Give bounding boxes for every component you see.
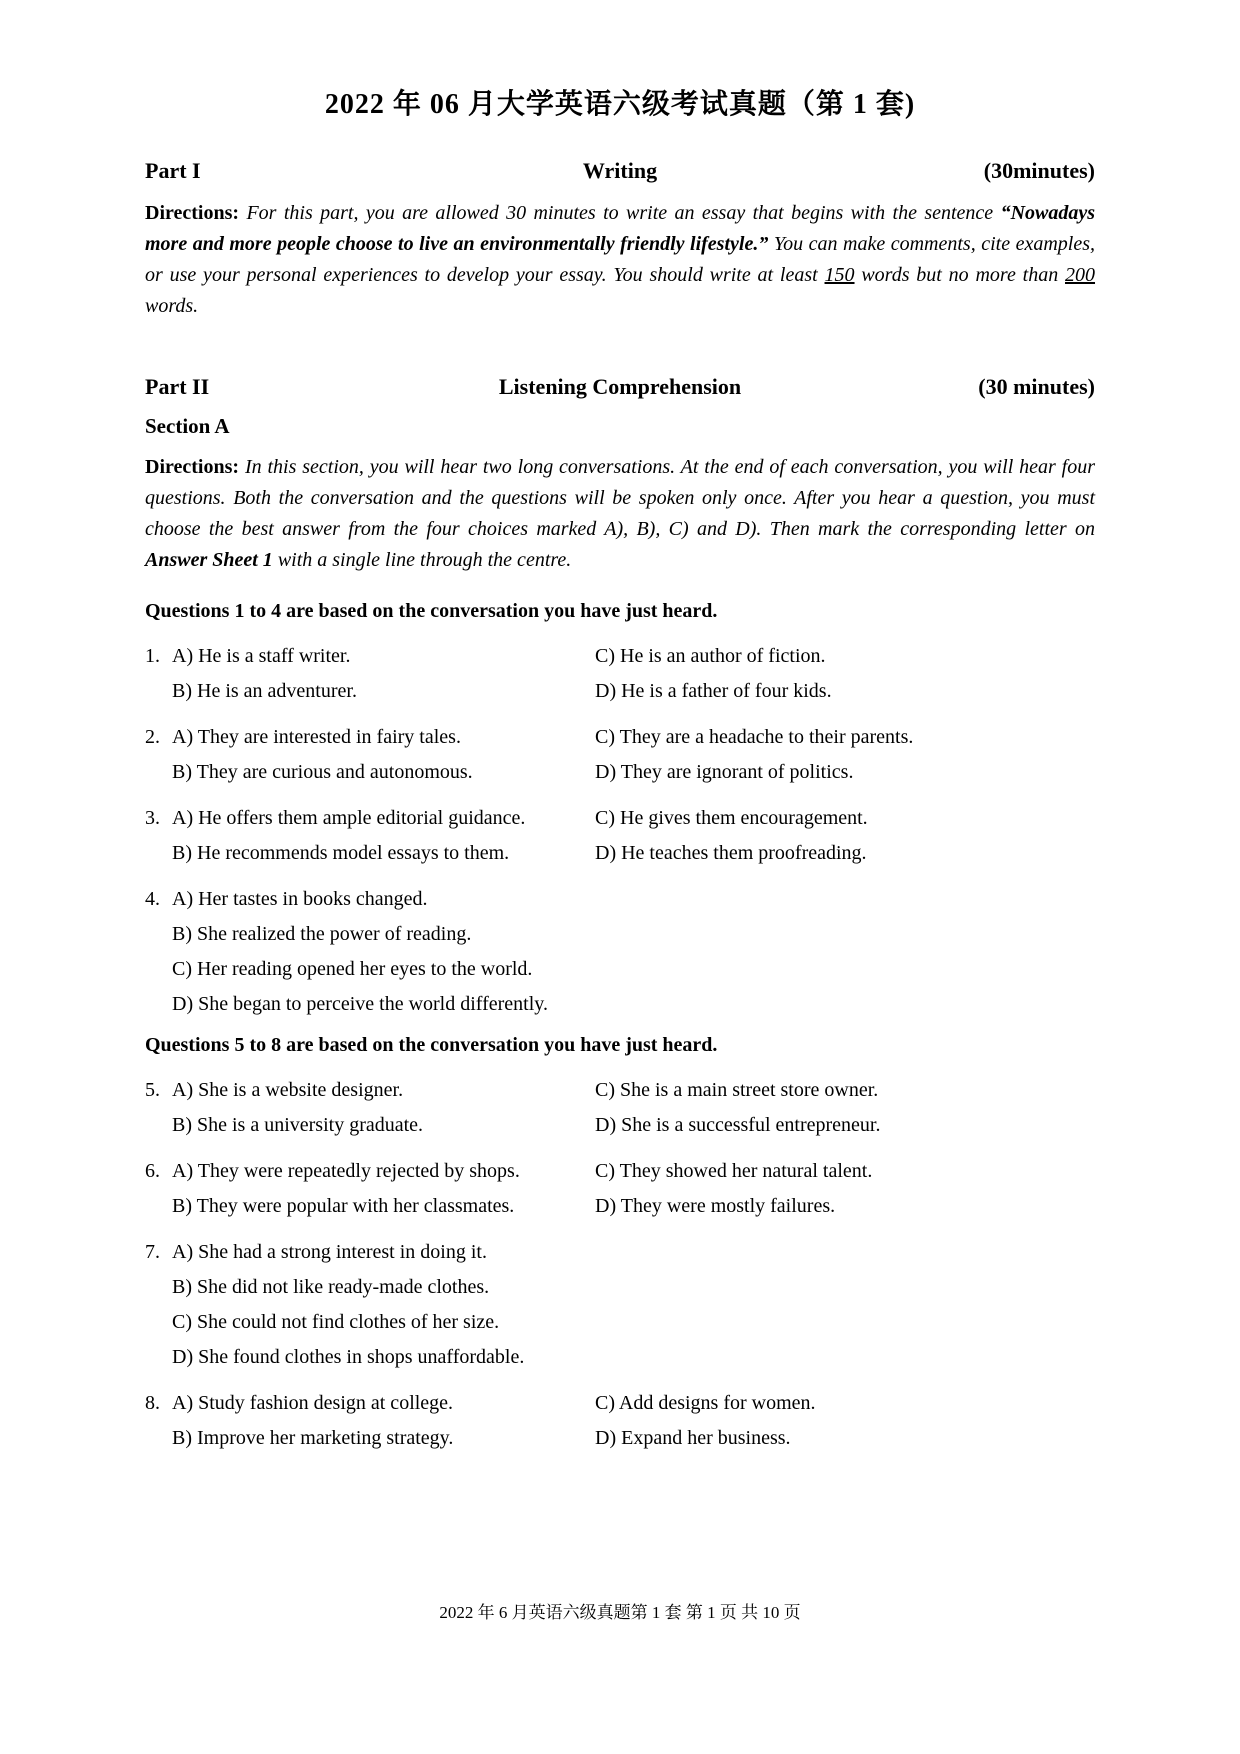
directions-text: words.	[145, 295, 199, 317]
min-word-count: 150	[824, 264, 855, 286]
question-2-left-column	[145, 720, 595, 790]
number-spacer	[145, 1305, 172, 1340]
question-1-right-column	[595, 639, 1095, 709]
option-line	[595, 755, 1095, 790]
questions-1-4-heading: Questions 1 to 4 are based on the conversation you have just heard.	[145, 600, 718, 622]
option-d: D) She is a successful entrepreneur.	[595, 1114, 881, 1136]
question-number: 2.	[145, 726, 160, 748]
option-c: C) They are a headache to their parents.	[595, 726, 914, 748]
option-line	[595, 801, 1095, 836]
question-number: 8.	[145, 1392, 160, 1414]
number-spacer	[145, 674, 172, 709]
option-a: A) He is a staff writer.	[172, 645, 351, 667]
directions-text: with a single line through the centre.	[277, 549, 572, 571]
option-b: B) Improve her marketing strategy.	[172, 1427, 454, 1449]
option-b: B) She is a university graduate.	[172, 1114, 424, 1136]
part2-duration: (30 minutes)	[978, 374, 1095, 399]
option-d: D) They were mostly failures.	[595, 1195, 836, 1217]
question-5	[145, 1073, 1095, 1143]
question-6	[145, 1154, 1095, 1224]
option-line	[145, 674, 595, 709]
number-spacer	[145, 1108, 172, 1143]
option-line	[145, 1421, 595, 1456]
number-spacer	[145, 1340, 172, 1375]
option-line	[595, 1154, 1095, 1189]
question-number: 3.	[145, 807, 160, 829]
option-c: C) Add designs for women.	[595, 1392, 816, 1414]
option-c: C) She is a main street store owner.	[595, 1079, 879, 1101]
option-a: A) She had a strong interest in doing it.	[172, 1241, 487, 1263]
option-b: B) She realized the power of reading.	[172, 923, 472, 945]
option-b: B) He is an adventurer.	[172, 680, 357, 702]
option-line	[145, 1270, 1095, 1305]
part2-name: Listening Comprehension	[498, 374, 742, 399]
directions-text: You can make comments, cite examples, or use your personal experiences to develop your essay. You should write at least	[145, 233, 1096, 286]
option-line	[145, 1073, 595, 1108]
question-8-right-column	[595, 1386, 1095, 1456]
page-footer: 2022 年 6 月英语六级真题第 1 套 第 1 页 共 10 页	[439, 1603, 801, 1622]
question-7	[145, 1235, 1095, 1375]
option-d: D) They are ignorant of politics.	[595, 761, 854, 783]
part1-label: Part I	[145, 158, 201, 183]
option-c: C) They showed her natural talent.	[595, 1160, 873, 1182]
part1-duration: (30minutes)	[983, 158, 1095, 183]
question-3-right-column	[595, 801, 1095, 871]
option-line	[595, 1108, 1095, 1143]
option-line	[145, 639, 595, 674]
option-line	[145, 1305, 1095, 1340]
question-number: 7.	[145, 1241, 160, 1263]
question-3-left-column	[145, 801, 595, 871]
directions-text: In this section, you will hear two long conversations. At the end of each conversation, you will hear four questions. Both the conversation and the questions will be spoken only once. After you hear a question, you must choose the best answer from the four choices marked A), B), C) and D). Then mark the corresponding letter on	[145, 456, 1096, 540]
option-line	[145, 952, 1095, 987]
option-line	[595, 674, 1095, 709]
question-3	[145, 801, 1095, 871]
answer-sheet-reference: Answer Sheet 1	[145, 549, 273, 571]
option-d: D) She found clothes in shops unaffordable.	[172, 1346, 525, 1368]
question-number: 5.	[145, 1079, 160, 1101]
question-6-right-column	[595, 1154, 1095, 1224]
option-line	[145, 882, 1095, 917]
option-c: C) She could not find clothes of her size.	[172, 1311, 500, 1333]
option-line	[145, 720, 595, 755]
option-c: C) He gives them encouragement.	[595, 807, 868, 829]
option-line	[145, 1340, 1095, 1375]
directions-text: words but no more than	[861, 264, 1059, 286]
question-4	[145, 882, 1095, 1022]
question-2	[145, 720, 1095, 790]
option-d: D) Expand her business.	[595, 1427, 791, 1449]
question-8-left-column	[145, 1386, 595, 1456]
option-line	[145, 1189, 595, 1224]
number-spacer	[145, 1421, 172, 1456]
number-spacer	[145, 1270, 172, 1305]
option-a: A) They are interested in fairy tales.	[172, 726, 461, 748]
part2-label: Part II	[145, 374, 210, 399]
max-word-count: 200	[1065, 264, 1096, 286]
question-number: 4.	[145, 888, 160, 910]
option-line	[595, 836, 1095, 871]
number-spacer	[145, 1189, 172, 1224]
option-a: A) He offers them ample editorial guidance.	[172, 807, 526, 829]
number-spacer	[145, 917, 172, 952]
part2-header	[145, 374, 1095, 400]
option-b: B) He recommends model essays to them.	[172, 842, 510, 864]
option-b: B) She did not like ready-made clothes.	[172, 1276, 490, 1298]
questions-5-8-heading: Questions 5 to 8 are based on the conversation you have just heard.	[145, 1034, 718, 1056]
option-line	[145, 1235, 1095, 1270]
question-2-right-column	[595, 720, 1095, 790]
question-1-left-column	[145, 639, 595, 709]
section-a-label: Section A	[145, 414, 230, 438]
option-line	[595, 720, 1095, 755]
option-a: A) Her tastes in books changed.	[172, 888, 428, 910]
option-line	[145, 1154, 595, 1189]
part1-directions	[145, 198, 1095, 322]
question-1	[145, 639, 1095, 709]
option-a: A) They were repeatedly rejected by shops.	[172, 1160, 520, 1182]
option-line	[145, 917, 1095, 952]
option-line	[145, 836, 595, 871]
option-line	[595, 1189, 1095, 1224]
option-b: B) They are curious and autonomous.	[172, 761, 473, 783]
question-number: 6.	[145, 1160, 160, 1182]
question-number: 1.	[145, 645, 160, 667]
option-b: B) They were popular with her classmates.	[172, 1195, 515, 1217]
option-line	[145, 801, 595, 836]
number-spacer	[145, 987, 172, 1022]
essay-opening-sentence: “Nowadays more and more people choose to live an environmentally friendly lifestyle.”	[145, 202, 1096, 255]
option-line	[595, 1421, 1095, 1456]
option-a: A) She is a website designer.	[172, 1079, 404, 1101]
option-line	[145, 1386, 595, 1421]
directions-text: For this part, you are allowed 30 minutes to write an essay that begins with the sentence	[246, 202, 994, 224]
option-line	[595, 1073, 1095, 1108]
option-c: C) He is an author of fiction.	[595, 645, 826, 667]
question-8	[145, 1386, 1095, 1456]
part1-name: Writing	[582, 158, 658, 183]
option-c: C) Her reading opened her eyes to the world.	[172, 958, 533, 980]
option-d: D) He is a father of four kids.	[595, 680, 832, 702]
number-spacer	[145, 755, 172, 790]
question-5-right-column	[595, 1073, 1095, 1143]
option-line	[595, 639, 1095, 674]
option-line	[145, 755, 595, 790]
page-title: 2022 年 06 月大学英语六级考试真题（第 1 套)	[324, 89, 916, 120]
directions-label: Directions:	[145, 456, 240, 478]
directions-label: Directions:	[145, 202, 240, 224]
option-line	[145, 1108, 595, 1143]
option-a: A) Study fashion design at college.	[172, 1392, 454, 1414]
option-line	[595, 1386, 1095, 1421]
question-6-left-column	[145, 1154, 595, 1224]
section-a-directions	[145, 452, 1095, 576]
question-5-left-column	[145, 1073, 595, 1143]
option-d: D) He teaches them proofreading.	[595, 842, 867, 864]
number-spacer	[145, 952, 172, 987]
number-spacer	[145, 836, 172, 871]
option-d: D) She began to perceive the world differently.	[172, 993, 548, 1015]
part1-header	[145, 158, 1095, 184]
option-line	[145, 987, 1095, 1022]
